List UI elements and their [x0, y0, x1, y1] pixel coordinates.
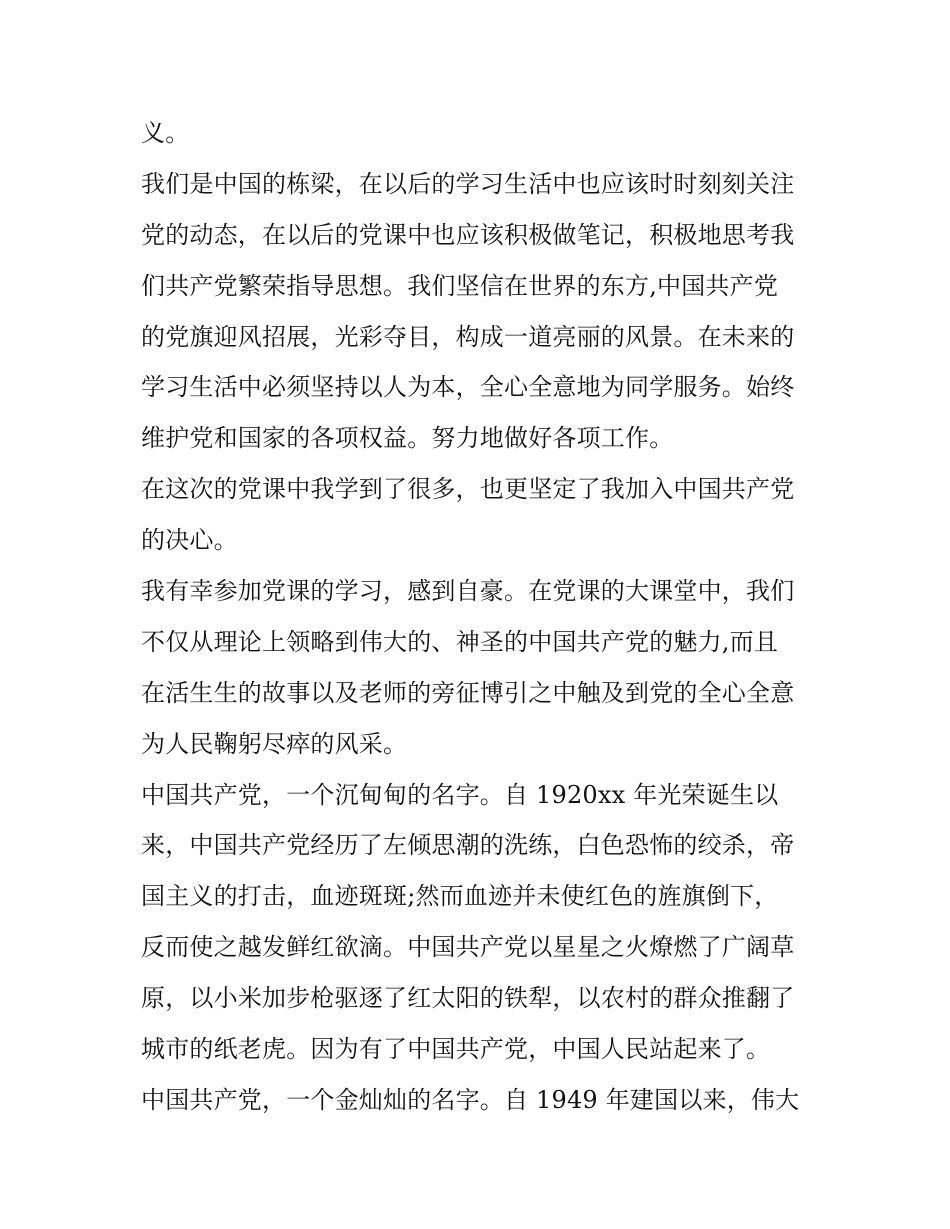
document-text-body [141, 108, 821, 1126]
text-line: 们共产党繁荣指导思想。我们坚信在世界的东方,中国共产党 [141, 271, 779, 300]
text-line: 来，中国共产党经历了左倾思潮的洗练，白色恐怖的绞杀，帝 [141, 831, 795, 860]
text-line: 党的动态，在以后的党课中也应该积极做笔记，积极地思考我 [141, 220, 795, 249]
text-line: 我们是中国的栋梁，在以后的学习生活中也应该时时刻刻关注 [141, 169, 795, 198]
text-line: 原，以小米加步枪驱逐了红太阳的铁犁，以农村的群众推翻了 [141, 984, 795, 1013]
text-line: 维护党和国家的各项权益。努力地做好各项工作。 [141, 424, 674, 453]
text-line: 中国共产党，一个沉甸甸的名字。自 1920xx 年光荣诞生以 [141, 780, 779, 809]
text-line: 在活生生的故事以及老师的旁征博引之中触及到党的全心全意 [141, 678, 795, 707]
text-line: 不仅从理论上领略到伟大的、神圣的中国共产党的魅力,而且 [141, 627, 779, 656]
text-line: 义。 [141, 119, 190, 147]
text-line: 学习生活中必须坚持以人为本，全心全意地为同学服务。始终 [141, 373, 795, 402]
text-line: 的党旗迎风招展，光彩夺目，构成一道亮丽的风景。在未来的 [141, 322, 795, 351]
text-line: 城市的纸老虎。因为有了中国共产党，中国人民站起来了。 [141, 1035, 771, 1064]
text-line: 中国共产党，一个金灿灿的名字。自 1949 年建国以来，伟大 [141, 1085, 800, 1114]
text-line: 的决心。 [141, 526, 238, 555]
text-line: 我有幸参加党课的学习，感到自豪。在党课的大课堂中，我们 [141, 577, 795, 606]
text-line: 在这次的党课中我学到了很多，也更坚定了我加入中国共产党 [141, 475, 795, 504]
text-line: 反而使之越发鲜红欲滴。中国共产党以星星之火燎燃了广阔草 [141, 933, 795, 962]
text-line: 国主义的打击，血迹斑斑;然而血迹并未使红色的旌旗倒下， [141, 882, 779, 911]
text-line: 为人民鞠躬尽瘁的风采。 [141, 729, 408, 758]
